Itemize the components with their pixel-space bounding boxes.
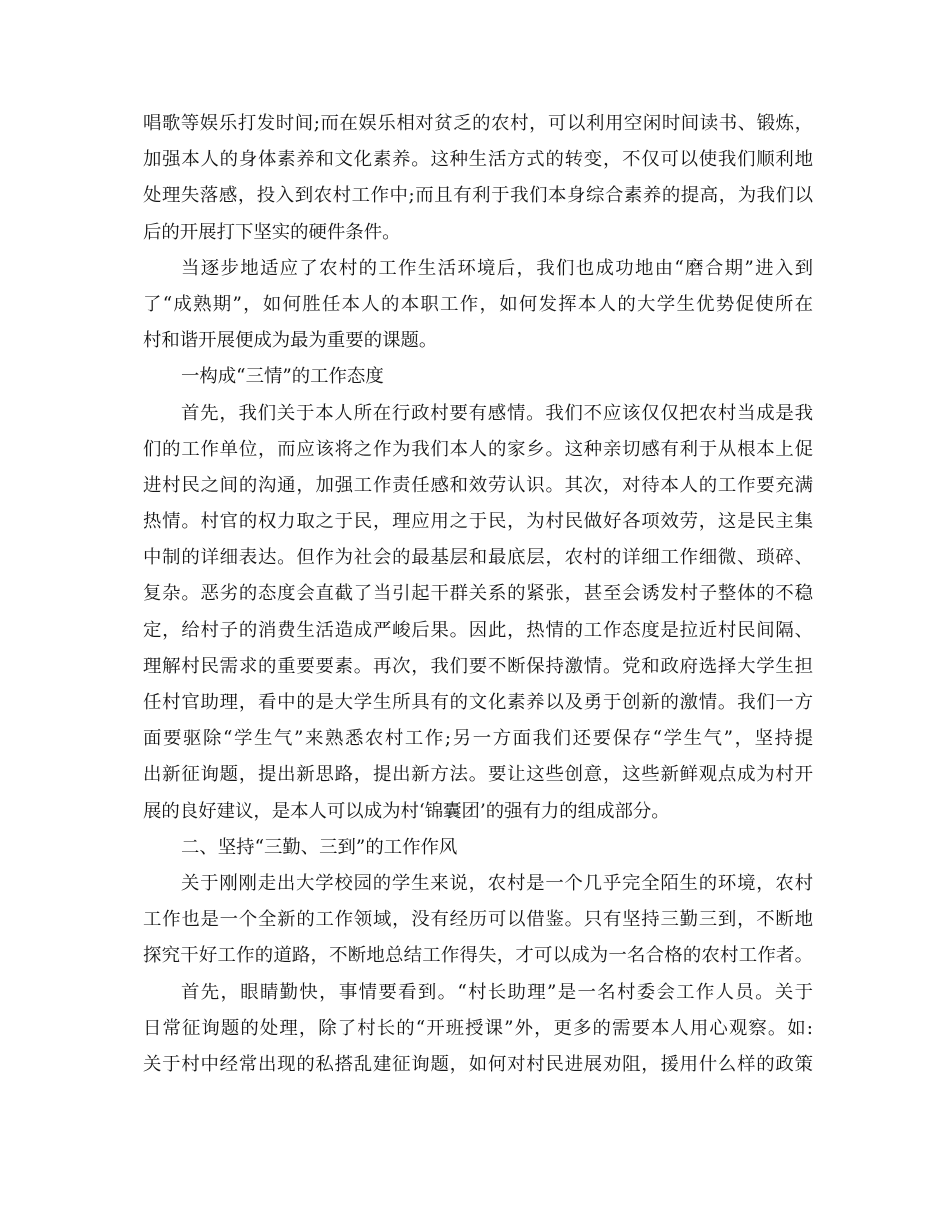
text-line: 关于刚刚走出大学校园的学生来说，农村是一个几乎完全陌生的环境，农村 [181,872,813,894]
text-line: 中制的详细表达。但作为社会的最基层和最底层，农村的详细工作细微、琐碎、 [143,547,813,569]
text-line: 出新征询题，提出新思路，提出新方法。要让这些创意，这些新鲜观点成为村开 [143,764,813,786]
text-line: 处理失落感，投入到农村工作中;而且有利于我们本身综合素养的提高，为我们以 [143,185,813,207]
text-line: 加强本人的身体素养和文化素养。这种生活方式的转变，不仅可以使我们顺利地 [143,149,813,171]
text-line: 当逐步地适应了农村的工作生活环境后，我们也成功地由“磨合期”进入到 [181,257,813,279]
text-line: 热情。村官的权力取之于民，理应用之于民，为村民做好各项效劳，这是民主集 [143,511,813,533]
text-line: 后的开展打下坚实的硬件条件。 [143,221,401,243]
text-line: 首先，眼睛勤快，事情要看到。“村长助理”是一名村委会工作人员。关于 [181,981,813,1003]
text-line: 一构成“三情”的工作态度 [181,366,384,388]
text-line: 了“成熟期”，如何胜任本人的本职工作，如何发挥本人的大学生优势促使所在 [143,293,813,315]
text-line: 定，给村子的消费生活造成严峻后果。因此，热情的工作态度是拉近村民间隔、 [143,619,813,641]
body-text [143,106,813,1083]
text-line: 首先，我们关于本人所在行政村要有感情。我们不应该仅仅把农村当成是我 [181,402,813,424]
text-line: 面要驱除“学生气”来熟悉农村工作;另一方面我们还要保存“学生气”，坚持提 [143,728,813,750]
text-line: 展的良好建议，是本人可以成为村‘锦囊团’的强有力的组成部分。 [143,800,670,822]
text-line: 日常征询题的处理，除了村长的“开班授课”外，更多的需要本人用心观察。如: [143,1017,813,1039]
text-line: 二、坚持“三勤、三到”的工作作风 [181,836,458,858]
text-line: 任村官助理，看中的是大学生所具有的文化素养以及勇于创新的激情。我们一方 [143,692,813,713]
text-line: 复杂。恶劣的态度会直截了当引起干群关系的紧张，甚至会诱发村子整体的不稳 [143,583,813,605]
text-line: 们的工作单位，而应该将之作为我们本人的家乡。这种亲切感有利于从根本上促 [143,438,813,460]
text-line: 探究干好工作的道路，不断地总结工作得失，才可以成为一名合格的农村工作者。 [143,945,813,967]
text-line: 关于村中经常出现的私搭乱建征询题，如何对村民进展劝阻，援用什么样的政策 [143,1053,813,1075]
text-line: 理解村民需求的重要要素。再次，我们要不断保持激情。党和政府选择大学生担 [143,655,813,677]
text-line: 工作也是一个全新的工作领域，没有经历可以借鉴。只有坚持三勤三到，不断地 [143,909,813,931]
text-line: 唱歌等娱乐打发时间;而在娱乐相对贫乏的农村，可以利用空闲时间读书、锻炼， [143,113,813,134]
text-line: 进村民之间的沟通，加强工作责任感和效劳认识。其次，对待本人的工作要充满 [143,474,813,496]
text-line: 村和谐开展便成为最为重要的课题。 [143,330,438,352]
